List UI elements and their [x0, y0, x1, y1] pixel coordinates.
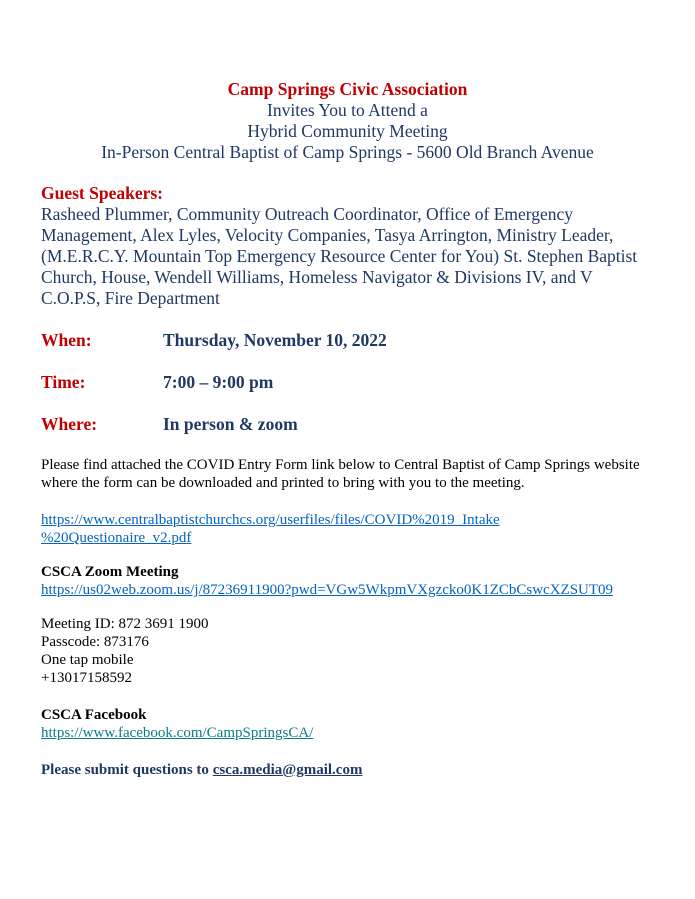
- zoom-link-container: [41, 581, 691, 599]
- phone-number: +13017158592: [41, 670, 132, 686]
- organization-name: Camp Springs Civic Association: [227, 79, 468, 99]
- time-value: 7:00 – 9:00 pm: [163, 372, 274, 392]
- contact-email-link[interactable]: csca.media@gmail.com: [212, 762, 363, 778]
- when-label: When:: [41, 330, 92, 350]
- time-label: Time:: [41, 372, 86, 392]
- guest-speakers-list: Rasheed Plummer, Community Outreach Coordinator, Office of Emergency Management, Alex Lyles, Velocity Companies, Tasya Arrington, Ministry Leader, (M.E.R.C.Y. Mountain Top Emergency Resource Center for You) St. Stephen Baptist Church, House, Wendell Williams, Homeless Navigator & Divisions IV, and V C.O.P.S, Fire Department: [41, 204, 638, 308]
- facebook-link-container: [41, 724, 661, 742]
- covid-form-link[interactable]: [41, 511, 661, 547]
- meeting-id: Meeting ID: 872 3691 1900: [41, 616, 209, 632]
- questions-text: Please submit questions to: [41, 762, 213, 778]
- zoom-heading: CSCA Zoom Meeting: [41, 564, 179, 580]
- passcode: Passcode: 873176: [41, 634, 149, 650]
- one-tap-label: One tap mobile: [41, 652, 134, 668]
- covid-instructions: Please find attached the COVID Entry Form link below to Central Baptist of Camp Springs website where the form can be downloaded and printed to bring with you to the meeting.: [41, 457, 640, 491]
- guest-speakers-heading: Guest Speakers:: [41, 183, 164, 203]
- facebook-heading: CSCA Facebook: [41, 707, 147, 723]
- where-value: In person & zoom: [163, 414, 298, 434]
- zoom-link[interactable]: https://us02web.zoom.us/j/87236911900?pwd=VGw5WkpmVXgzcko0K1ZCbCswcXZSUT09: [41, 582, 614, 598]
- facebook-link[interactable]: https://www.facebook.com/CampSpringsCA/: [41, 725, 314, 741]
- questions-footer: [41, 761, 661, 779]
- zoom-details: [41, 615, 661, 687]
- where-label: Where:: [41, 414, 98, 434]
- invite-line: Invites You to Attend a: [267, 100, 428, 120]
- covid-link-line-1[interactable]: https://www.centralbaptistchurchcs.org/userfiles/files/COVID%2019_Intake: [41, 512, 500, 528]
- meeting-type-line: Hybrid Community Meeting: [247, 121, 448, 141]
- invitation-header: [0, 79, 695, 163]
- location-line: In-Person Central Baptist of Camp Springs - 5600 Old Branch Avenue: [101, 142, 594, 162]
- covid-link-line-2[interactable]: %20Questionaire_v2.pdf: [41, 530, 192, 546]
- when-value: Thursday, November 10, 2022: [163, 330, 387, 350]
